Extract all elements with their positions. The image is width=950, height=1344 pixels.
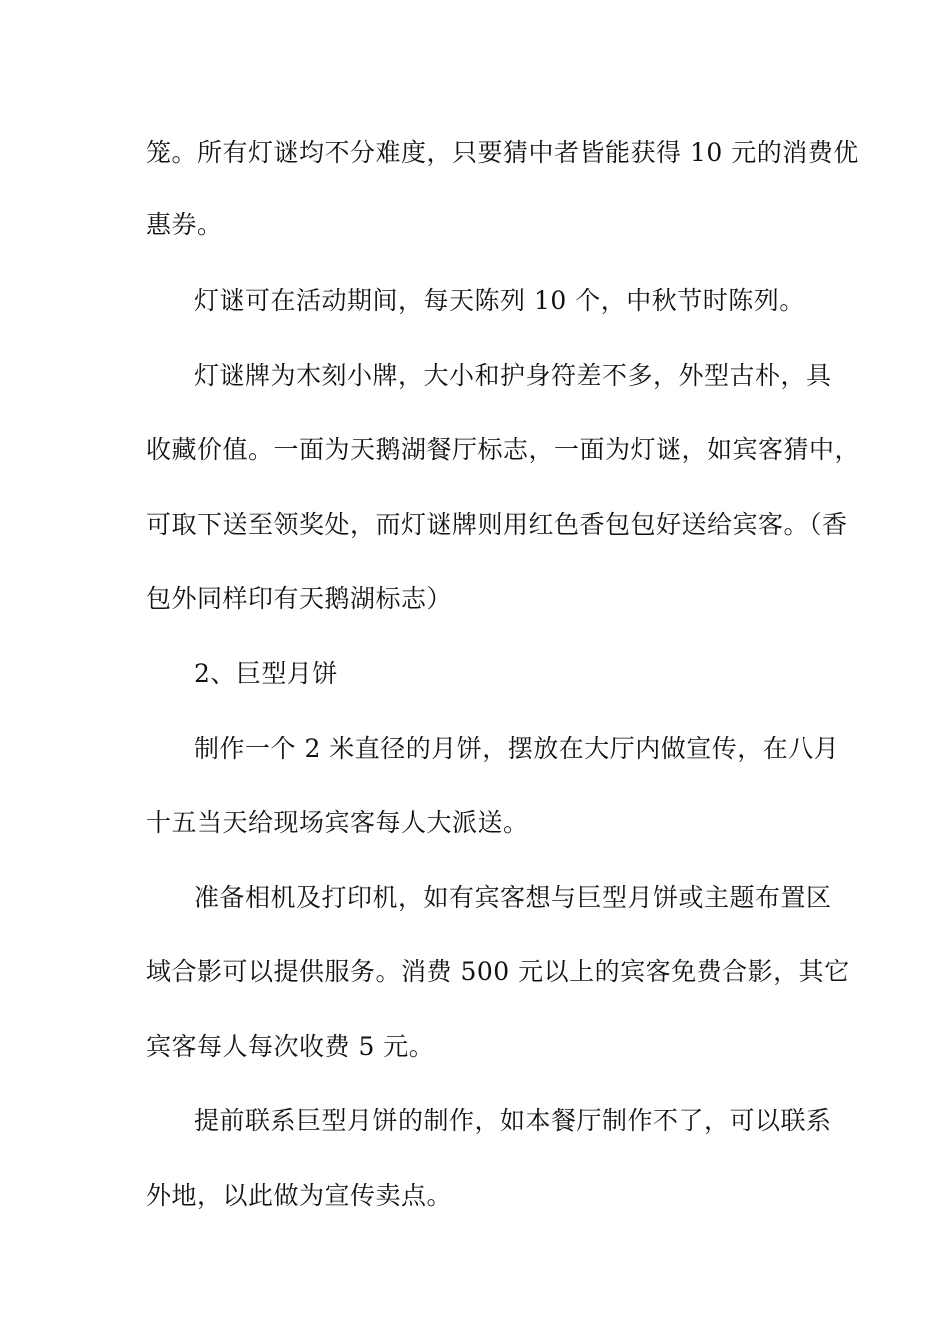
text-line: 可取下送至领奖处，而灯谜牌则用红色香包包好送给宾客。（香 [146, 510, 848, 539]
text-line: 域合影可以提供服务。消费 500 元以上的宾客免费合影，其它 [146, 957, 850, 986]
text-line: 宾客每人每次收费 5 元。 [146, 1032, 435, 1061]
text-line: 十五当天给现场宾客每人大派送。 [146, 808, 529, 837]
text-line: 惠券。 [146, 210, 223, 239]
text-line: 包外同样印有天鹅湖标志） [146, 584, 453, 613]
paragraph-start: 提前联系巨型月饼的制作，如本餐厅制作不了，可以联系 [194, 1106, 832, 1135]
paragraph-start: 灯谜可在活动期间，每天陈列 10 个，中秋节时陈列。 [194, 286, 805, 315]
section-heading: 2、巨型月饼 [194, 659, 338, 688]
text-line: 笼。所有灯谜均不分难度，只要猜中者皆能获得 10 元的消费优 [146, 138, 859, 167]
paragraph-start: 灯谜牌为木刻小牌，大小和护身符差不多，外型古朴，具 [194, 361, 832, 390]
paragraph-start: 制作一个 2 米直径的月饼，摆放在大厅内做宣传，在八月 [194, 734, 840, 763]
text-line: 外地，以此做为宣传卖点。 [146, 1181, 453, 1210]
text-line: 收藏价值。一面为天鹅湖餐厅标志，一面为灯谜，如宾客猜中， [146, 435, 861, 464]
paragraph-start: 准备相机及打印机，如有宾客想与巨型月饼或主题布置区 [194, 883, 832, 912]
